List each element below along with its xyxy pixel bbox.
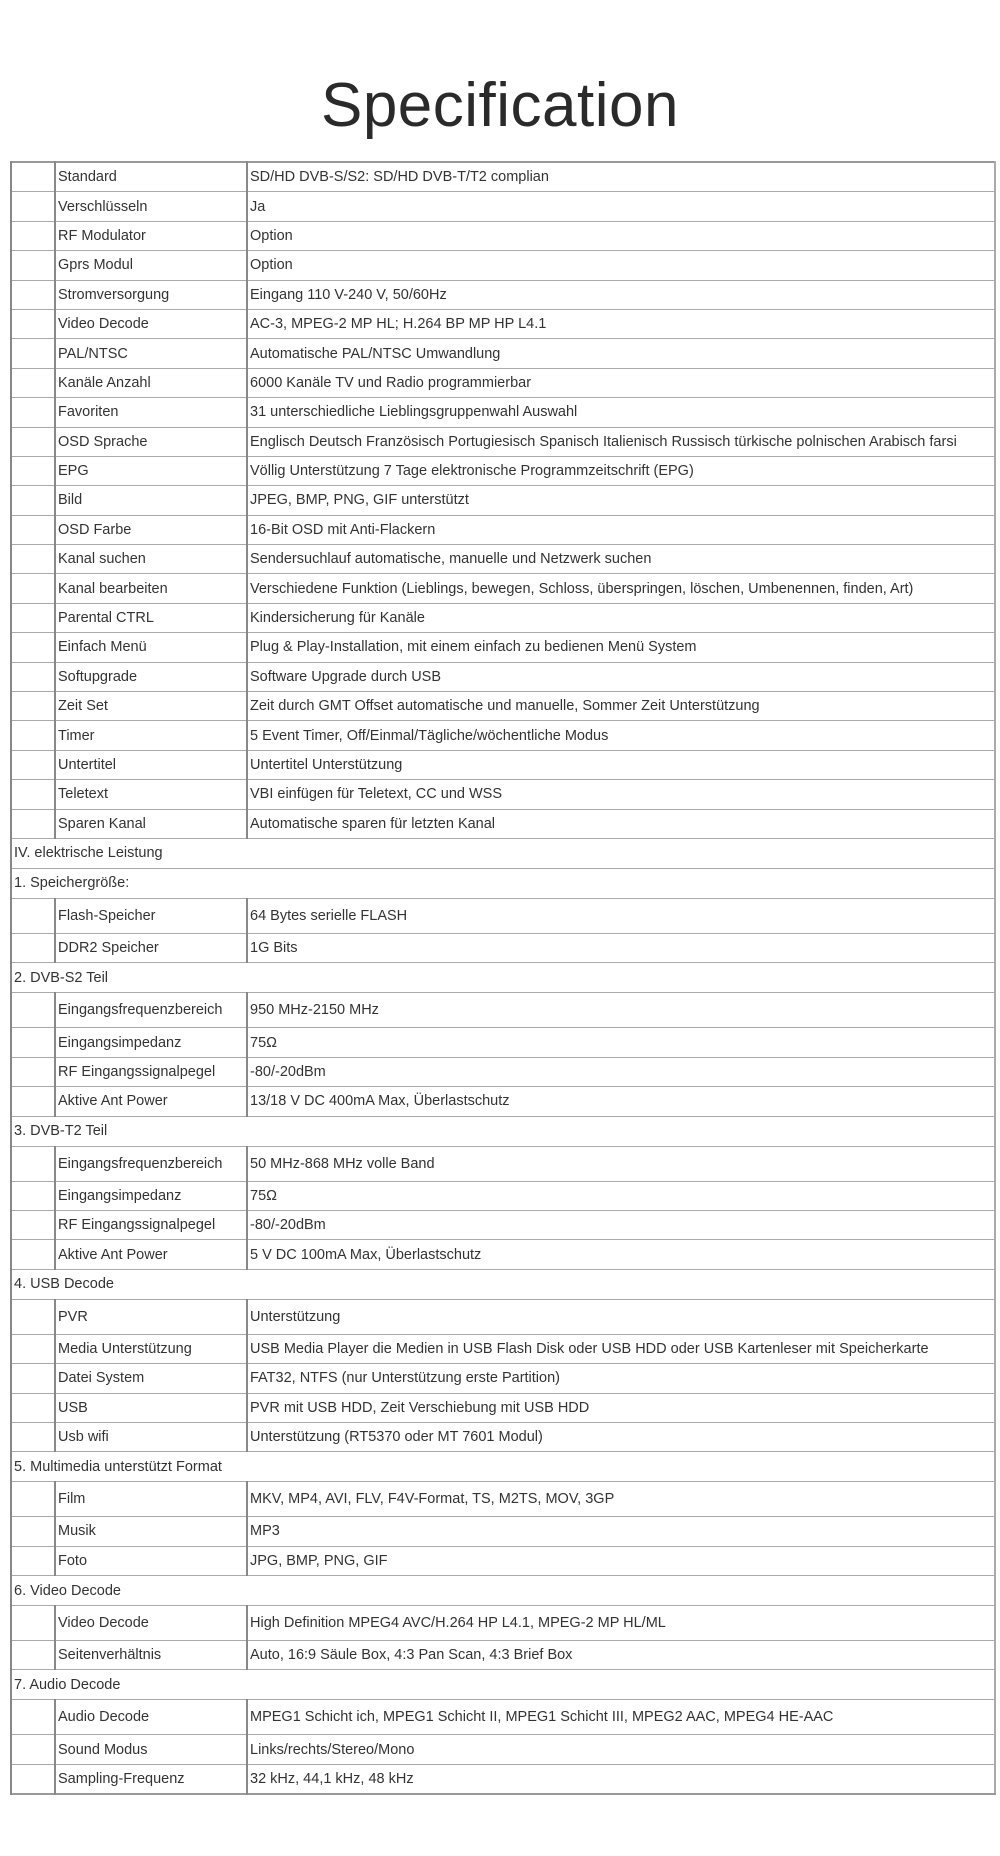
spec-value: Eingang 110 V-240 V, 50/60Hz xyxy=(247,280,995,309)
section-title: 3. DVB-T2 Teil xyxy=(11,1116,995,1146)
spec-row xyxy=(11,456,995,485)
section-title: IV. elektrische Leistung xyxy=(11,838,995,868)
spec-value: 75Ω xyxy=(247,1181,995,1210)
indent-cell xyxy=(11,192,55,221)
spec-row xyxy=(11,1057,995,1086)
indent-cell xyxy=(11,1700,55,1735)
indent-cell xyxy=(11,427,55,456)
spec-value: USB Media Player die Medien in USB Flash Disk oder USB HDD oder USB Kartenleser mit Speicherkarte xyxy=(247,1334,995,1363)
spec-value: PVR mit USB HDD, Zeit Verschiebung mit USB HDD xyxy=(247,1393,995,1422)
spec-row xyxy=(11,1517,995,1546)
spec-row xyxy=(11,933,995,962)
spec-row xyxy=(11,251,995,280)
spec-row xyxy=(11,1334,995,1363)
spec-row xyxy=(11,750,995,779)
indent-cell xyxy=(11,1735,55,1764)
spec-label: Gprs Modul xyxy=(55,251,247,280)
spec-value: Verschiedene Funktion (Lieblings, bewegen, Schloss, überspringen, löschen, Umbenennen, finden, Art) xyxy=(247,574,995,603)
spec-row xyxy=(11,545,995,574)
spec-value: MP3 xyxy=(247,1517,995,1546)
spec-label: OSD Sprache xyxy=(55,427,247,456)
indent-cell xyxy=(11,1181,55,1210)
spec-value: MPEG1 Schicht ich, MPEG1 Schicht II, MPEG1 Schicht III, MPEG2 AAC, MPEG4 HE-AAC xyxy=(247,1700,995,1735)
spec-row xyxy=(11,486,995,515)
spec-row xyxy=(11,1146,995,1181)
spec-label: Seitenverhältnis xyxy=(55,1641,247,1670)
spec-value: 5 Event Timer, Off/Einmal/Tägliche/wöchentliche Modus xyxy=(247,721,995,750)
spec-label: Sampling-Frequenz xyxy=(55,1764,247,1794)
spec-row xyxy=(11,1735,995,1764)
spec-value: 13/18 V DC 400mA Max, Überlastschutz xyxy=(247,1087,995,1116)
indent-cell xyxy=(11,398,55,427)
spec-row xyxy=(11,280,995,309)
spec-label: Usb wifi xyxy=(55,1422,247,1451)
spec-label: USB xyxy=(55,1393,247,1422)
spec-value: Plug & Play-Installation, mit einem einfach zu bedienen Menü System xyxy=(247,633,995,662)
indent-cell xyxy=(11,633,55,662)
spec-row xyxy=(11,662,995,691)
indent-cell xyxy=(11,1393,55,1422)
spec-label: Parental CTRL xyxy=(55,603,247,632)
spec-value: -80/-20dBm xyxy=(247,1057,995,1086)
spec-value: Ja xyxy=(247,192,995,221)
spec-value: Auto, 16:9 Säule Box, 4:3 Pan Scan, 4:3 Brief Box xyxy=(247,1641,995,1670)
spec-label: Stromversorgung xyxy=(55,280,247,309)
indent-cell xyxy=(11,368,55,397)
spec-label: Flash-Speicher xyxy=(55,898,247,933)
section-header-row xyxy=(11,1576,995,1606)
spec-value: Kindersicherung für Kanäle xyxy=(247,603,995,632)
spec-label: RF Eingangssignalpegel xyxy=(55,1210,247,1239)
section-header-row xyxy=(11,1269,995,1299)
spec-value: Völlig Unterstützung 7 Tage elektronische Programmzeitschrift (EPG) xyxy=(247,456,995,485)
indent-cell xyxy=(11,280,55,309)
page-title: Specification xyxy=(320,71,680,140)
spec-value: SD/HD DVB-S/S2: SD/HD DVB-T/T2 complian xyxy=(247,162,995,192)
spec-row xyxy=(11,1606,995,1641)
section-title: 4. USB Decode xyxy=(11,1269,995,1299)
spec-row xyxy=(11,1641,995,1670)
spec-value: AC-3, MPEG-2 MP HL; H.264 BP MP HP L4.1 xyxy=(247,309,995,338)
indent-cell xyxy=(11,1299,55,1334)
spec-value: Untertitel Unterstützung xyxy=(247,750,995,779)
spec-row xyxy=(11,1546,995,1575)
spec-label: DDR2 Speicher xyxy=(55,933,247,962)
spec-row xyxy=(11,1482,995,1517)
spec-row xyxy=(11,603,995,632)
indent-cell xyxy=(11,1240,55,1269)
spec-table xyxy=(10,161,996,1795)
spec-value: 5 V DC 100mA Max, Überlastschutz xyxy=(247,1240,995,1269)
indent-cell xyxy=(11,898,55,933)
indent-cell xyxy=(11,721,55,750)
spec-label: Eingangsimpedanz xyxy=(55,1181,247,1210)
spec-row xyxy=(11,780,995,809)
spec-label: Film xyxy=(55,1482,247,1517)
spec-label: Kanal bearbeiten xyxy=(55,574,247,603)
spec-value: 16-Bit OSD mit Anti-Flackern xyxy=(247,515,995,544)
indent-cell xyxy=(11,1517,55,1546)
spec-label: Sound Modus xyxy=(55,1735,247,1764)
spec-label: EPG xyxy=(55,456,247,485)
spec-value: Unterstützung xyxy=(247,1299,995,1334)
spec-label: PAL/NTSC xyxy=(55,339,247,368)
indent-cell xyxy=(11,162,55,192)
spec-label: Sparen Kanal xyxy=(55,809,247,838)
spec-row xyxy=(11,574,995,603)
spec-label: Kanal suchen xyxy=(55,545,247,574)
spec-label: Standard xyxy=(55,162,247,192)
indent-cell xyxy=(11,574,55,603)
spec-value: MKV, MP4, AVI, FLV, F4V-Format, TS, M2TS, MOV, 3GP xyxy=(247,1482,995,1517)
spec-value: 32 kHz, 44,1 kHz, 48 kHz xyxy=(247,1764,995,1794)
spec-label: PVR xyxy=(55,1299,247,1334)
spec-row xyxy=(11,1422,995,1451)
indent-cell xyxy=(11,1334,55,1363)
indent-cell xyxy=(11,750,55,779)
spec-row xyxy=(11,515,995,544)
spec-label: Audio Decode xyxy=(55,1700,247,1735)
indent-cell xyxy=(11,1146,55,1181)
section-header-row xyxy=(11,838,995,868)
spec-label: Aktive Ant Power xyxy=(55,1087,247,1116)
indent-cell xyxy=(11,486,55,515)
indent-cell xyxy=(11,251,55,280)
spec-value: Unterstützung (RT5370 oder MT 7601 Modul) xyxy=(247,1422,995,1451)
spec-label: Timer xyxy=(55,721,247,750)
indent-cell xyxy=(11,545,55,574)
indent-cell xyxy=(11,1482,55,1517)
spec-label: Foto xyxy=(55,1546,247,1575)
spec-value: FAT32, NTFS (nur Unterstützung erste Partition) xyxy=(247,1364,995,1393)
spec-value: Automatische PAL/NTSC Umwandlung xyxy=(247,339,995,368)
spec-row xyxy=(11,809,995,838)
spec-label: Untertitel xyxy=(55,750,247,779)
indent-cell xyxy=(11,456,55,485)
indent-cell xyxy=(11,603,55,632)
indent-cell xyxy=(11,1028,55,1057)
spec-label: Kanäle Anzahl xyxy=(55,368,247,397)
spec-label: Datei System xyxy=(55,1364,247,1393)
spec-label: Einfach Menü xyxy=(55,633,247,662)
indent-cell xyxy=(11,1764,55,1794)
spec-row xyxy=(11,309,995,338)
section-title: 5. Multimedia unterstützt Format xyxy=(11,1452,995,1482)
spec-row xyxy=(11,1393,995,1422)
spec-row xyxy=(11,368,995,397)
indent-cell xyxy=(11,1087,55,1116)
spec-value: Sendersuchlauf automatische, manuelle und Netzwerk suchen xyxy=(247,545,995,574)
indent-cell xyxy=(11,1364,55,1393)
spec-value: 950 MHz-2150 MHz xyxy=(247,993,995,1028)
indent-cell xyxy=(11,662,55,691)
indent-cell xyxy=(11,309,55,338)
spec-value: 31 unterschiedliche Lieblingsgruppenwahl Auswahl xyxy=(247,398,995,427)
spec-label: Eingangsfrequenzbereich xyxy=(55,1146,247,1181)
indent-cell xyxy=(11,339,55,368)
spec-row xyxy=(11,427,995,456)
indent-cell xyxy=(11,780,55,809)
indent-cell xyxy=(11,221,55,250)
spec-value: Zeit durch GMT Offset automatische und manuelle, Sommer Zeit Unterstützung xyxy=(247,692,995,721)
spec-label: OSD Farbe xyxy=(55,515,247,544)
section-header-row xyxy=(11,1116,995,1146)
spec-label: Teletext xyxy=(55,780,247,809)
spec-value: VBI einfügen für Teletext, CC und WSS xyxy=(247,780,995,809)
indent-cell xyxy=(11,1641,55,1670)
spec-row xyxy=(11,221,995,250)
indent-cell xyxy=(11,1057,55,1086)
spec-row xyxy=(11,1087,995,1116)
spec-row xyxy=(11,1210,995,1239)
spec-value: Englisch Deutsch Französisch Portugiesisch Spanisch Italienisch Russisch türkische polnischen Arabisch farsi xyxy=(247,427,995,456)
spec-value: Software Upgrade durch USB xyxy=(247,662,995,691)
spec-row xyxy=(11,192,995,221)
spec-value: Automatische sparen für letzten Kanal xyxy=(247,809,995,838)
spec-value: Option xyxy=(247,221,995,250)
spec-row xyxy=(11,1364,995,1393)
indent-cell xyxy=(11,515,55,544)
spec-value: -80/-20dBm xyxy=(247,1210,995,1239)
spec-row xyxy=(11,1299,995,1334)
section-title: 2. DVB-S2 Teil xyxy=(11,963,995,993)
section-title: 6. Video Decode xyxy=(11,1576,995,1606)
spec-label: Media Unterstützung xyxy=(55,1334,247,1363)
spec-row xyxy=(11,339,995,368)
spec-row xyxy=(11,1028,995,1057)
spec-row xyxy=(11,1700,995,1735)
spec-value: 50 MHz-868 MHz volle Band xyxy=(247,1146,995,1181)
section-header-row xyxy=(11,963,995,993)
spec-value: Links/rechts/Stereo/Mono xyxy=(247,1735,995,1764)
spec-label: Eingangsfrequenzbereich xyxy=(55,993,247,1028)
spec-row xyxy=(11,993,995,1028)
section-title: 1. Speichergröße: xyxy=(11,868,995,898)
spec-row xyxy=(11,1181,995,1210)
spec-label: Musik xyxy=(55,1517,247,1546)
spec-row xyxy=(11,633,995,662)
spec-row xyxy=(11,1240,995,1269)
spec-value: High Definition MPEG4 AVC/H.264 HP L4.1, MPEG-2 MP HL/ML xyxy=(247,1606,995,1641)
spec-label: Bild xyxy=(55,486,247,515)
spec-value: 64 Bytes serielle FLASH xyxy=(247,898,995,933)
indent-cell xyxy=(11,1210,55,1239)
spec-row xyxy=(11,1764,995,1794)
indent-cell xyxy=(11,809,55,838)
spec-label: RF Modulator xyxy=(55,221,247,250)
spec-row xyxy=(11,692,995,721)
section-header-row xyxy=(11,1452,995,1482)
spec-value: JPEG, BMP, PNG, GIF unterstützt xyxy=(247,486,995,515)
section-header-row xyxy=(11,1670,995,1700)
spec-label: Zeit Set xyxy=(55,692,247,721)
spec-label: Verschlüsseln xyxy=(55,192,247,221)
spec-label: Video Decode xyxy=(55,1606,247,1641)
indent-cell xyxy=(11,933,55,962)
indent-cell xyxy=(11,1546,55,1575)
indent-cell xyxy=(11,1606,55,1641)
spec-label: Aktive Ant Power xyxy=(55,1240,247,1269)
spec-label: Softupgrade xyxy=(55,662,247,691)
spec-row xyxy=(11,721,995,750)
spec-label: Video Decode xyxy=(55,309,247,338)
spec-value: 6000 Kanäle TV und Radio programmierbar xyxy=(247,368,995,397)
spec-label: RF Eingangssignalpegel xyxy=(55,1057,247,1086)
spec-value: 75Ω xyxy=(247,1028,995,1057)
indent-cell xyxy=(11,692,55,721)
spec-label: Favoriten xyxy=(55,398,247,427)
spec-label: Eingangsimpedanz xyxy=(55,1028,247,1057)
indent-cell xyxy=(11,1422,55,1451)
spec-value: 1G Bits xyxy=(247,933,995,962)
section-title: 7. Audio Decode xyxy=(11,1670,995,1700)
section-header-row xyxy=(11,868,995,898)
spec-row xyxy=(11,398,995,427)
spec-row xyxy=(11,898,995,933)
indent-cell xyxy=(11,993,55,1028)
spec-value: JPG, BMP, PNG, GIF xyxy=(247,1546,995,1575)
spec-row xyxy=(11,162,995,192)
spec-value: Option xyxy=(247,251,995,280)
